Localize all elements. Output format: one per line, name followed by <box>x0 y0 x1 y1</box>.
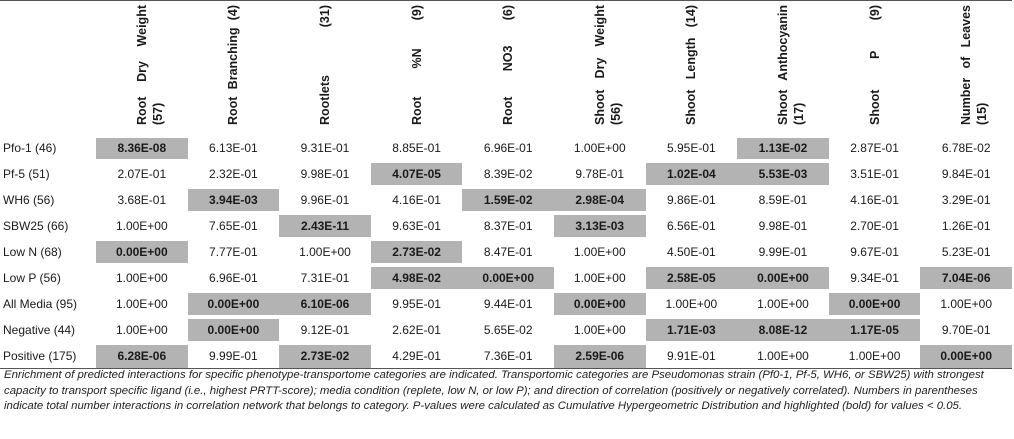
row-label: WH6 (56) <box>0 187 96 213</box>
significant-cell: 4.98E-02 <box>371 265 463 291</box>
table-cell: 9.44E-01 <box>462 291 554 317</box>
column-header-label: Shoot Anthocyanin (17) <box>775 5 806 125</box>
table-cell: 9.99E-01 <box>188 343 280 369</box>
table-cell: 5.65E-02 <box>462 317 554 343</box>
table-cell: 6.56E-01 <box>646 213 738 239</box>
significant-cell: 2.59E-06 <box>554 343 646 369</box>
table-cell: 1.00E+00 <box>96 291 188 317</box>
significant-cell: 2.73E-02 <box>279 343 371 369</box>
table-cell: 7.77E-01 <box>188 239 280 265</box>
significant-cell: 0.00E+00 <box>554 291 646 317</box>
table-cell: 4.16E-01 <box>829 187 921 213</box>
table-cell: 9.78E-01 <box>554 161 646 187</box>
significant-cell: 0.00E+00 <box>737 265 829 291</box>
column-header <box>371 1 463 135</box>
row-label: All Media (95) <box>0 291 96 317</box>
table-cell: 9.34E-01 <box>829 265 921 291</box>
table-cell: 1.00E+00 <box>737 343 829 369</box>
table-cell: 7.65E-01 <box>188 213 280 239</box>
table-cell: 4.50E-01 <box>646 239 738 265</box>
table-cell: 1.00E+00 <box>737 291 829 317</box>
column-header-label: Root %N (9) <box>409 5 424 125</box>
significant-cell: 0.00E+00 <box>96 239 188 265</box>
table-cell: 7.31E-01 <box>279 265 371 291</box>
column-header <box>646 1 738 135</box>
significant-cell: 5.53E-03 <box>737 161 829 187</box>
table-row <box>0 343 1012 369</box>
significant-cell: 7.04E-06 <box>920 265 1012 291</box>
column-header <box>829 1 921 135</box>
row-label: Pfo-1 (46) <box>0 135 96 161</box>
table-caption: Enrichment of predicted interactions for specific phenotype-transportome categories are indicated. Transportomic categories are Pseudomonas strain (Pf0-1, Pf-5, WH6, or SBW25) with strongest capacity to transport specific ligand (i.e., highest PRTT-score); media condition (replete, low N, or low P); and direction of correlation (positively or negatively correlated). Numbers in parentheses indicate total number interactions in correlation network that belongs to category. P-values were calculated as Cumulative Hypergeometric Distribution and highlighted (bold) for values < 0.05. <box>4 369 984 412</box>
significant-cell: 0.00E+00 <box>462 265 554 291</box>
significant-cell: 0.00E+00 <box>829 291 921 317</box>
table-row <box>0 213 1012 239</box>
table-cell: 6.96E-01 <box>188 265 280 291</box>
table-cell: 9.99E-01 <box>737 239 829 265</box>
table-cell: 1.00E+00 <box>646 291 738 317</box>
table-cell: 8.59E-01 <box>737 187 829 213</box>
table-cell: 3.51E-01 <box>829 161 921 187</box>
table-row <box>0 239 1012 265</box>
table-cell: 3.68E-01 <box>96 187 188 213</box>
table-cell: 1.00E+00 <box>920 291 1012 317</box>
table-cell: 8.47E-01 <box>462 239 554 265</box>
table-cell: 5.95E-01 <box>646 135 738 161</box>
column-header <box>96 1 188 135</box>
table-cell: 6.13E-01 <box>188 135 280 161</box>
column-header-label: Root Dry Weight (57) <box>134 5 165 125</box>
row-label: Low P (56) <box>0 265 96 291</box>
column-header-label: Shoot Dry Weight (56) <box>592 5 623 125</box>
table-cell: 8.39E-02 <box>462 161 554 187</box>
table-cell: 8.37E-01 <box>462 213 554 239</box>
table-row <box>0 265 1012 291</box>
table-cell: 1.00E+00 <box>829 343 921 369</box>
row-label: Pf-5 (51) <box>0 161 96 187</box>
column-header-label: Rootlets (31) <box>317 5 332 125</box>
table-cell: 1.00E+00 <box>96 213 188 239</box>
table-cell: 6.96E-01 <box>462 135 554 161</box>
table-cell: 6.78E-02 <box>920 135 1012 161</box>
row-label: Negative (44) <box>0 317 96 343</box>
table-cell: 9.70E-01 <box>920 317 1012 343</box>
table-cell: 1.26E-01 <box>920 213 1012 239</box>
table-cell: 2.87E-01 <box>829 135 921 161</box>
table-cell: 9.98E-01 <box>737 213 829 239</box>
significant-cell: 2.58E-05 <box>646 265 738 291</box>
header-row <box>0 1 1012 135</box>
column-header <box>554 1 646 135</box>
table-row <box>0 161 1012 187</box>
table-header <box>0 1 1012 135</box>
significant-cell: 8.08E-12 <box>737 317 829 343</box>
significant-cell: 1.17E-05 <box>829 317 921 343</box>
table-cell: 5.23E-01 <box>920 239 1012 265</box>
table-cell: 1.00E+00 <box>554 317 646 343</box>
row-label: Low N (68) <box>0 239 96 265</box>
significant-cell: 2.73E-02 <box>371 239 463 265</box>
table-cell: 4.29E-01 <box>371 343 463 369</box>
significant-cell: 2.98E-04 <box>554 187 646 213</box>
column-header-label: Shoot Length (14) <box>684 5 699 125</box>
table-cell: 1.00E+00 <box>554 239 646 265</box>
table-cell: 7.36E-01 <box>462 343 554 369</box>
column-header <box>188 1 280 135</box>
significant-cell: 1.02E-04 <box>646 161 738 187</box>
table-cell: 9.31E-01 <box>279 135 371 161</box>
table-cell: 2.70E-01 <box>829 213 921 239</box>
table-cell: 9.12E-01 <box>279 317 371 343</box>
table-cell: 2.62E-01 <box>371 317 463 343</box>
table-cell: 8.85E-01 <box>371 135 463 161</box>
table-cell: 9.96E-01 <box>279 187 371 213</box>
table-cell: 9.95E-01 <box>371 291 463 317</box>
table-cell: 1.00E+00 <box>96 265 188 291</box>
significant-cell: 4.07E-05 <box>371 161 463 187</box>
table-row <box>0 317 1012 343</box>
significant-cell: 6.28E-06 <box>96 343 188 369</box>
column-header-label: Root Branching (4) <box>226 5 241 125</box>
column-header-label: Root NO3 (6) <box>501 5 516 125</box>
table-row <box>0 291 1012 317</box>
column-header-label: Shoot P (9) <box>867 5 882 125</box>
table-cell: 9.86E-01 <box>646 187 738 213</box>
table-cell: 4.16E-01 <box>371 187 463 213</box>
table-cell: 9.67E-01 <box>829 239 921 265</box>
significant-cell: 2.43E-11 <box>279 213 371 239</box>
table-cell: 9.98E-01 <box>279 161 371 187</box>
significant-cell: 1.71E-03 <box>646 317 738 343</box>
significant-cell: 3.13E-03 <box>554 213 646 239</box>
significant-cell: 8.36E-08 <box>96 135 188 161</box>
significant-cell: 1.13E-02 <box>737 135 829 161</box>
table-cell: 9.84E-01 <box>920 161 1012 187</box>
table-cell: 1.00E+00 <box>279 239 371 265</box>
table-row <box>0 135 1012 161</box>
column-header <box>920 1 1012 135</box>
table-cell: 2.32E-01 <box>188 161 280 187</box>
row-label: Positive (175) <box>0 343 96 369</box>
column-header <box>279 1 371 135</box>
table-cell: 1.00E+00 <box>554 265 646 291</box>
column-header-label: Number of Leaves (15) <box>959 5 990 125</box>
column-header <box>737 1 829 135</box>
table-cell: 3.29E-01 <box>920 187 1012 213</box>
column-header <box>462 1 554 135</box>
significant-cell: 0.00E+00 <box>188 291 280 317</box>
significant-cell: 0.00E+00 <box>188 317 280 343</box>
table-body <box>0 135 1012 369</box>
significant-cell: 3.94E-03 <box>188 187 280 213</box>
table-row <box>0 187 1012 213</box>
table-cell: 9.63E-01 <box>371 213 463 239</box>
significant-cell: 6.10E-06 <box>279 291 371 317</box>
row-label: SBW25 (66) <box>0 213 96 239</box>
corner-cell <box>0 1 96 135</box>
significant-cell: 1.59E-02 <box>462 187 554 213</box>
significant-cell: 0.00E+00 <box>920 343 1012 369</box>
table-cell: 2.07E-01 <box>96 161 188 187</box>
table-cell: 1.00E+00 <box>96 317 188 343</box>
table-cell: 1.00E+00 <box>554 135 646 161</box>
table-cell: 9.91E-01 <box>646 343 738 369</box>
